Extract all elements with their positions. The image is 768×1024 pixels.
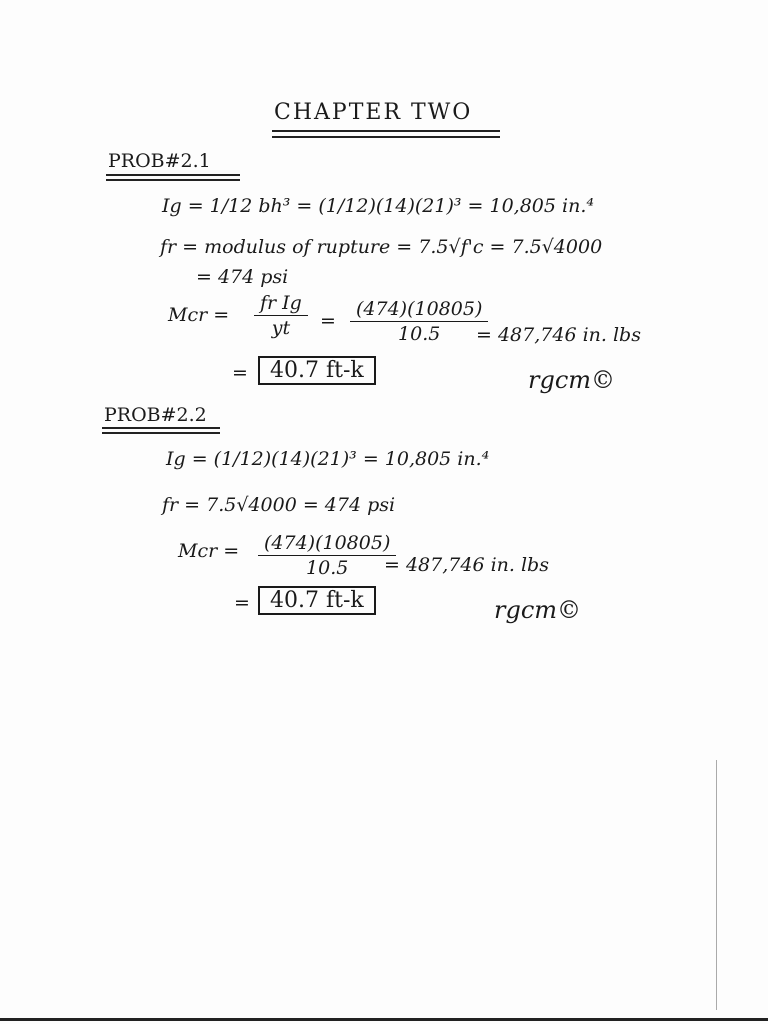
p1-mcr-formula-num: fr Ig xyxy=(254,292,308,316)
p1-mcr-formula-den: yt xyxy=(271,317,291,339)
scan-edge-shadow xyxy=(716,760,717,1010)
p2-mcr-den: 10.5 xyxy=(306,557,349,579)
p2-mcr-num: (474)(10805) xyxy=(258,532,396,556)
scan-bottom-edge xyxy=(0,1018,768,1021)
problem-2-1-underline-double xyxy=(106,179,240,181)
p1-mcr-equals: = xyxy=(320,310,336,332)
p2-modulus-of-rupture: fr = 7.5√4000 = 474 psi xyxy=(162,494,396,516)
p2-mcr-lhs: Mcr = xyxy=(178,540,240,562)
p1-mcr-result: = 487,746 in. lbs xyxy=(476,324,641,346)
problem-2-1-underline xyxy=(106,174,240,176)
p1-moment-of-inertia: Ig = 1/12 bh³ = (1/12)(14)(21)³ = 10,805 in.⁴ xyxy=(162,195,594,217)
p1-fr-result: = 474 psi xyxy=(196,266,289,288)
problem-2-2-underline xyxy=(102,427,220,429)
p1-initials: rgcm© xyxy=(528,366,616,394)
p1-final-equals: = xyxy=(232,362,248,384)
title-underline xyxy=(272,130,500,132)
p2-mcr-fraction xyxy=(254,532,400,579)
p1-mcr-num: (474)(10805) xyxy=(350,298,488,322)
problem-2-1-label: PROB#2.1 xyxy=(108,150,211,172)
problem-2-2-label: PROB#2.2 xyxy=(104,404,207,426)
p1-modulus-of-rupture: fr = modulus of rupture = 7.5√f'c = 7.5√4000 xyxy=(160,236,603,258)
p2-final-answer-box: 40.7 ft-k xyxy=(258,586,376,615)
chapter-title: CHAPTER TWO xyxy=(274,100,473,125)
problem-2-2-underline-double xyxy=(102,432,220,434)
title-underline-double xyxy=(272,136,500,138)
p1-mcr-den: 10.5 xyxy=(398,323,441,345)
p2-final-equals: = xyxy=(234,592,250,614)
p2-initials: rgcm© xyxy=(494,596,582,624)
p1-mcr-lhs: Mcr = xyxy=(168,304,230,326)
p2-moment-of-inertia: Ig = (1/12)(14)(21)³ = 10,805 in.⁴ xyxy=(166,448,490,470)
p1-mcr-formula xyxy=(250,292,312,339)
p1-mcr-fraction xyxy=(346,298,492,345)
p1-final-answer-box: 40.7 ft-k xyxy=(258,356,376,385)
p2-mcr-result: = 487,746 in. lbs xyxy=(384,554,549,576)
